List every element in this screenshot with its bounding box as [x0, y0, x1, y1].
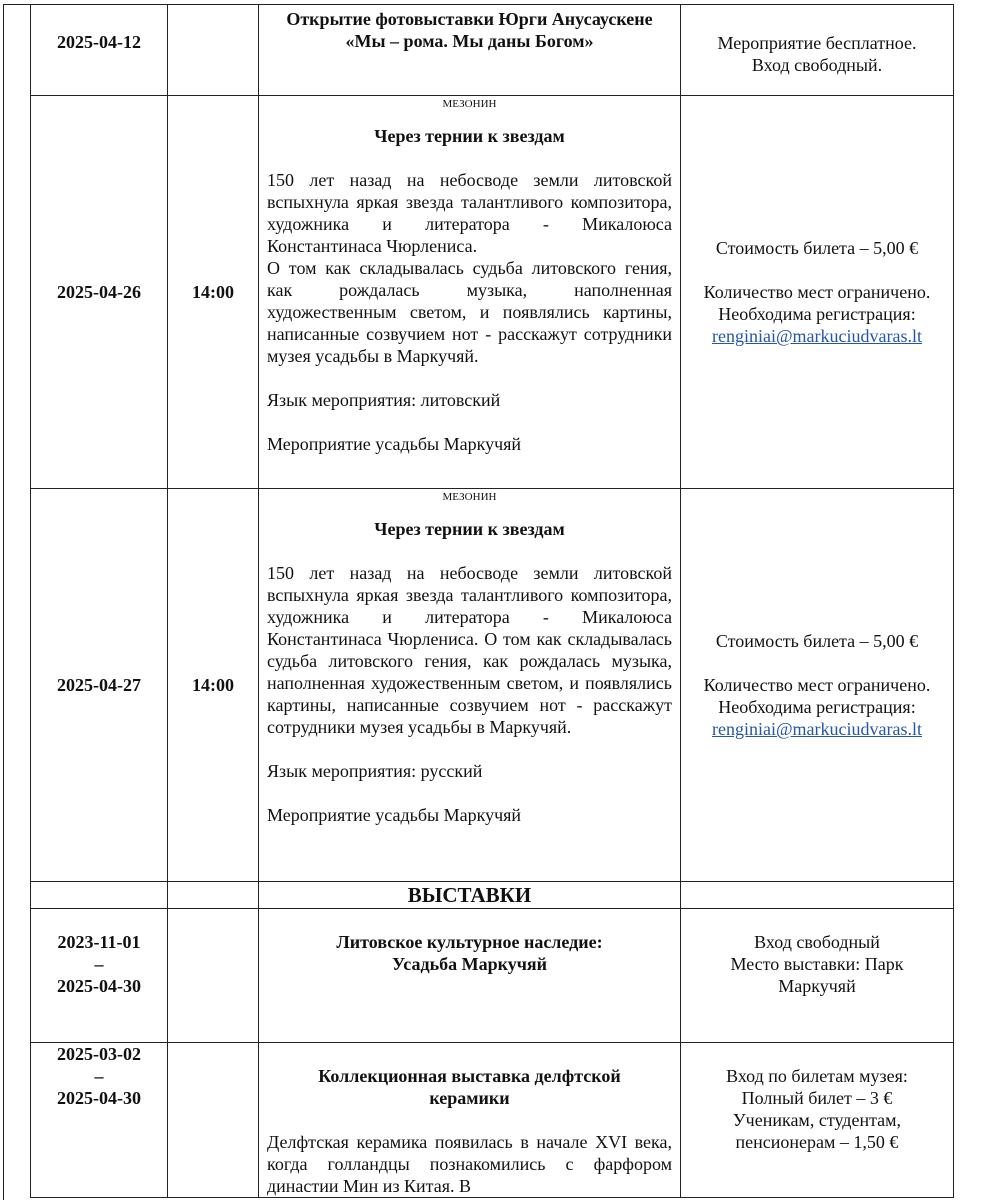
info-line: Мероприятие бесплатное.	[717, 33, 917, 53]
left-margin-column	[3, 4, 30, 1200]
exhibition-info	[681, 1043, 954, 1198]
venue-label: МЕЗОНИН	[442, 98, 497, 110]
exhibition-title-line: Литовское культурное наследие:	[336, 932, 603, 952]
event-time: 14:00	[168, 96, 259, 489]
event-time: 14:00	[168, 489, 259, 882]
exhibition-dates	[31, 1043, 168, 1198]
event-description: 150 лет назад на небосводе земли литовской вспыхнула яркая звезда талантливого композитора, художника и литератора - Микалоюса Константинаса Чюрлениса. О том как складывалась судьба литовского гения, как рождалась музыка, наполненная художественным светом, и появлялись картины, написанные созвучием нот - расскажут сотрудники музея усадьбы в Маркучяй.	[267, 563, 672, 737]
event-cell	[259, 5, 681, 96]
date-dash: –	[94, 1066, 104, 1086]
exhibition-title	[267, 931, 672, 975]
venue-label: МЕЗОНИН	[442, 491, 497, 503]
info-line: Вход свободный	[754, 932, 880, 952]
registration-email-link[interactable]: renginiai@markuciudvaras.lt	[711, 719, 922, 739]
table-row	[31, 489, 954, 882]
event-date: 2025-04-26	[31, 96, 168, 489]
date-end: 2025-04-30	[57, 976, 141, 996]
schedule-table	[30, 4, 954, 1198]
exhibition-title-line: Коллекционная выставка делфтской	[318, 1066, 621, 1086]
event-info	[681, 96, 954, 489]
event-organizer: Мероприятие усадьбы Маркучяй	[267, 805, 522, 825]
date-dash: –	[94, 954, 104, 974]
exhibition-title	[267, 1065, 672, 1109]
exhibition-cell	[259, 909, 681, 1043]
event-language: Язык мероприятия: русский	[267, 761, 483, 781]
ticket-price: Стоимость билета – 5,00 €	[715, 631, 919, 651]
seats-limited: Количество мест ограничено.	[703, 282, 931, 302]
event-date: 2025-04-27	[31, 489, 168, 882]
date-start: 2025-03-02	[57, 1044, 141, 1064]
table-row	[31, 1043, 954, 1198]
info-line: Вход свободный.	[751, 55, 883, 75]
event-title-line: «Мы – рома. Мы даны Богом»	[345, 31, 594, 51]
registration-email-link[interactable]: renginiai@markuciudvaras.lt	[711, 326, 922, 346]
section-heading: ВЫСТАВКИ	[259, 882, 681, 909]
info-line: Вход по билетам музея:	[726, 1066, 908, 1086]
exhibition-dates	[31, 909, 168, 1043]
date-start: 2023-11-01	[57, 932, 141, 952]
event-cell	[259, 489, 681, 882]
info-line: Ученикам, студентам,	[732, 1110, 902, 1130]
event-title	[267, 8, 672, 52]
event-info	[681, 489, 954, 882]
info-line: Маркучяй	[778, 976, 856, 996]
info-line: пенсионерам – 1,50 €	[735, 1132, 899, 1152]
event-description: 150 лет назад на небосводе земли литовской вспыхнула яркая звезда талантливого композитора, художника и литератора - Микалоюса Константинаса Чюрлениса.	[267, 170, 672, 256]
ticket-price: Стоимость билета – 5,00 €	[715, 238, 919, 258]
event-cell	[259, 96, 681, 489]
exhibition-title-line: Усадьба Маркучяй	[392, 954, 547, 974]
event-description: О том как складывалась судьба литовского гения, как рождалась музыка, наполненная художественным светом, и появлялись картины, написанные созвучием нот - расскажут сотрудники музея усадьбы в Маркучяй.	[267, 258, 672, 366]
event-time	[168, 5, 259, 96]
seats-limited: Количество мест ограничено.	[703, 675, 931, 695]
event-info	[681, 5, 954, 96]
event-organizer: Мероприятие усадьбы Маркучяй	[267, 434, 522, 454]
table-row	[31, 96, 954, 489]
event-title: Через тернии к звездам	[374, 126, 565, 146]
event-date: 2025-04-12	[31, 5, 168, 96]
event-title: Через тернии к звездам	[374, 519, 565, 539]
registration-note: Необходима регистрация:	[718, 304, 916, 324]
table-row	[31, 5, 954, 96]
exhibition-description: Делфтская керамика появилась в начале XVI века, когда голландцы познакомились с фарфором династии Мин из Китая. В	[267, 1132, 672, 1196]
event-title-line: Открытие фотовыставки Юрги Анусаускене	[286, 9, 653, 29]
section-row	[31, 882, 954, 909]
exhibition-cell	[259, 1043, 681, 1198]
table-row	[31, 909, 954, 1043]
info-line: Полный билет – 3 €	[741, 1088, 893, 1108]
info-line: Место выставки: Парк	[730, 954, 904, 974]
exhibition-info	[681, 909, 954, 1043]
date-end: 2025-04-30	[57, 1088, 141, 1108]
event-language: Язык мероприятия: литовский	[267, 390, 501, 410]
exhibition-title-line: керамики	[429, 1088, 510, 1108]
registration-note: Необходима регистрация:	[718, 697, 916, 717]
